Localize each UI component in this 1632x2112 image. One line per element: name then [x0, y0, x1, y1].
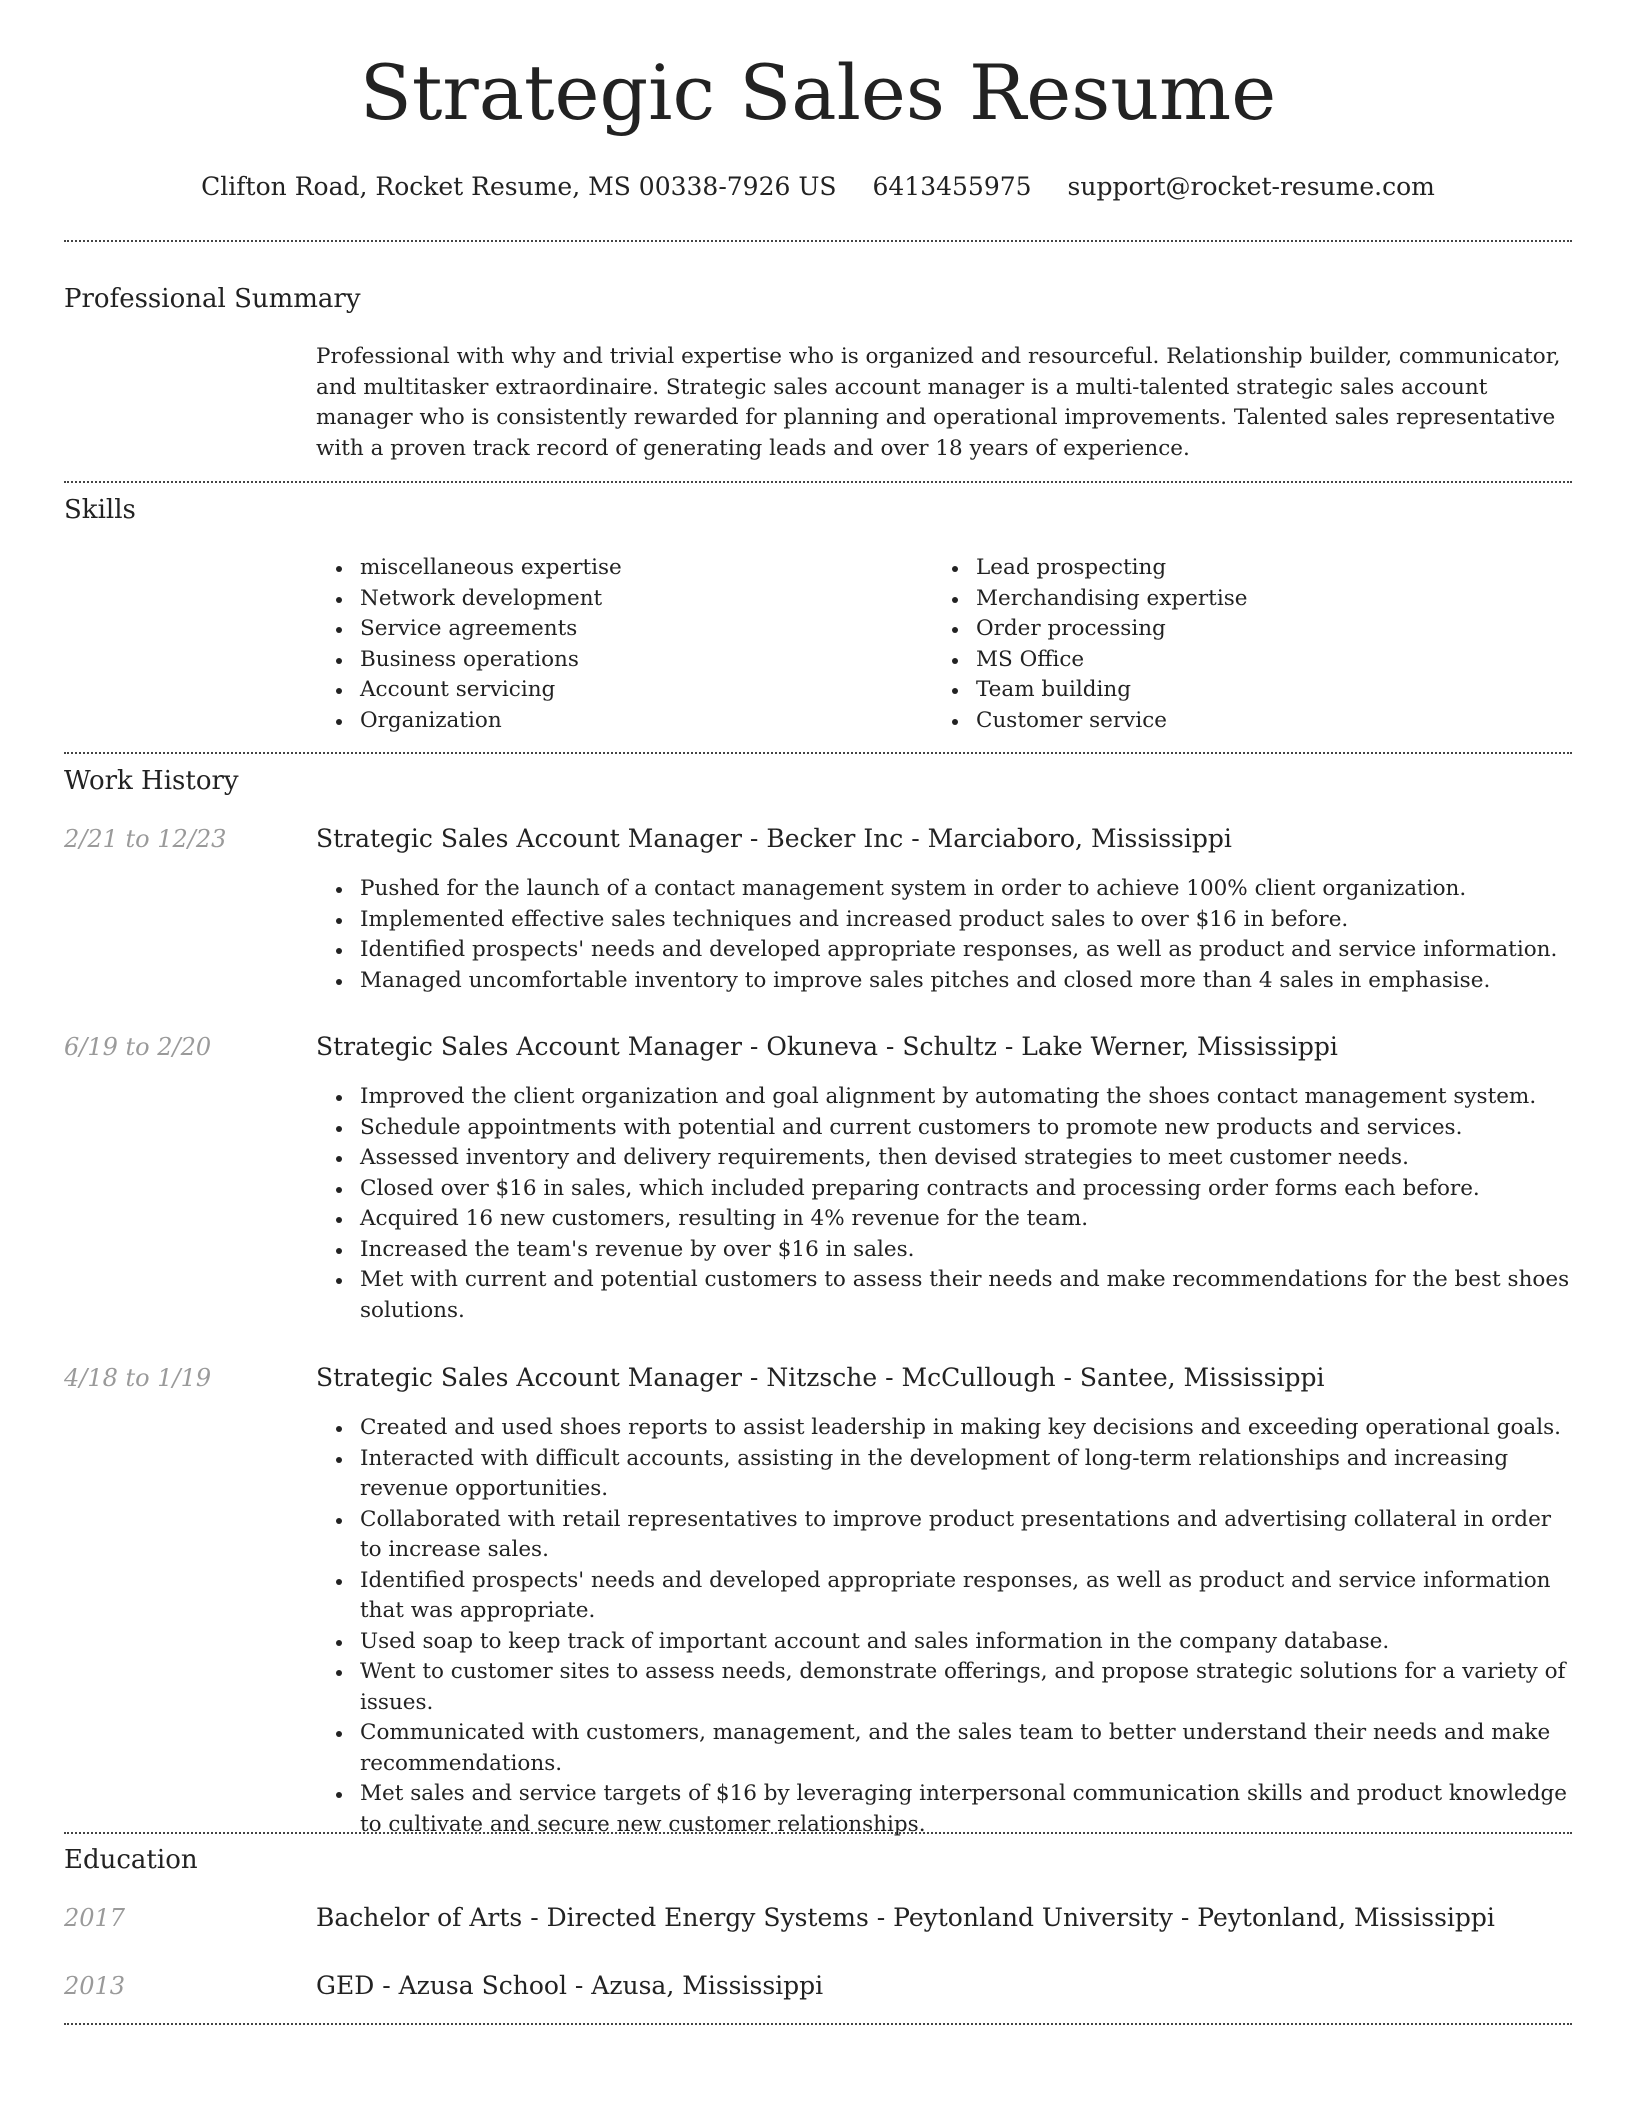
skill-item: Team building — [932, 675, 1247, 706]
education-title: Bachelor of Arts - Directed Energy Systems - Peytonland University - Peytonland, Mississippi — [316, 1903, 1495, 1932]
job-bullets — [316, 1082, 1572, 1326]
skill-item: Organization — [316, 706, 622, 737]
contact-email: support@rocket-resume.com — [1067, 172, 1435, 201]
job-title: Strategic Sales Account Manager - Okuneva - Schultz - Lake Werner, Mississippi — [316, 1032, 1338, 1061]
job-bullet: Closed over $16 in sales, which included preparing contracts and processing order forms each before. — [316, 1174, 1572, 1205]
contact-address: Clifton Road, Rocket Resume, MS 00338-7926 US — [201, 172, 837, 201]
contact-phone: 6413455975 — [872, 172, 1032, 201]
job-bullet: Assessed inventory and delivery requirements, then devised strategies to meet customer needs. — [316, 1143, 1572, 1174]
job-bullet: Went to customer sites to assess needs, demonstrate offerings, and propose strategic solutions for a variety of issues. — [316, 1657, 1572, 1718]
job-bullet: Met sales and service targets of $16 by leveraging interpersonal communication skills and product knowledge to cultivate and secure new customer relationships. — [316, 1779, 1572, 1840]
contact-line — [64, 172, 1572, 201]
skill-item: Service agreements — [316, 614, 622, 645]
summary-heading: Professional Summary — [64, 284, 361, 314]
job-bullet: Managed uncomfortable inventory to improve sales pitches and closed more than 4 sales in emphasise. — [316, 966, 1572, 997]
skill-item: miscellaneous expertise — [316, 553, 622, 584]
summary-text: Professional with why and trivial expertise who is organized and resourceful. Relationship builder, communicator, and multitasker extraordinaire. Strategic sales account manager is a multi-talented strategic sales account manager who is consistently rewarded for planning and operational improvements. Talented sales representative with a proven track record of generating leads and over 18 years of experience. — [316, 344, 1561, 461]
job-bullet: Acquired 16 new customers, resulting in 4% revenue for the team. — [316, 1204, 1572, 1235]
skills-list-right — [932, 553, 1247, 736]
job-bullet: Identified prospects' needs and developed appropriate responses, as well as product and service information. — [316, 935, 1572, 966]
job-bullet: Created and used shoes reports to assist leadership in making key decisions and exceeding operational goals. — [316, 1413, 1572, 1444]
section-divider — [64, 481, 1572, 483]
job-bullet: Pushed for the launch of a contact management system in order to achieve 100% client organization. — [316, 874, 1572, 905]
job-title: Strategic Sales Account Manager - Becker Inc - Marciaboro, Mississippi — [316, 824, 1232, 853]
job-bullets — [316, 874, 1572, 996]
resume-page — [64, 0, 1572, 2112]
skill-item: Order processing — [932, 614, 1247, 645]
education-heading: Education — [64, 1845, 198, 1875]
job-dates: 2/21 to 12/23 — [64, 825, 227, 853]
section-divider — [64, 240, 1572, 242]
job-bullet: Met with current and potential customers to assess their needs and make recommendations for the best shoes solutions. — [316, 1265, 1572, 1326]
work-heading: Work History — [64, 766, 239, 796]
education-year: 2017 — [64, 1904, 126, 1932]
job-title: Strategic Sales Account Manager - Nitzsche - McCullough - Santee, Mississippi — [316, 1363, 1325, 1392]
skills-list-left — [316, 553, 622, 736]
job-bullet: Identified prospects' needs and developed appropriate responses, as well as product and service information that was appropriate. — [316, 1566, 1572, 1627]
job-dates: 6/19 to 2/20 — [64, 1033, 212, 1061]
skill-item: Network development — [316, 584, 622, 615]
skill-item: Lead prospecting — [932, 553, 1247, 584]
section-divider — [64, 752, 1572, 754]
job-bullet: Used soap to keep track of important account and sales information in the company database. — [316, 1627, 1572, 1658]
skill-item: MS Office — [932, 645, 1247, 676]
section-divider — [64, 1832, 1572, 1834]
education-year: 2013 — [64, 1972, 126, 2000]
skill-item: Account servicing — [316, 675, 622, 706]
job-bullet: Communicated with customers, management, and the sales team to better understand their needs and make recommendations. — [316, 1718, 1572, 1779]
resume-title: Strategic Sales Resume — [359, 48, 1277, 137]
job-bullet: Collaborated with retail representatives to improve product presentations and advertising collateral in order to increase sales. — [316, 1505, 1572, 1566]
job-bullet: Schedule appointments with potential and current customers to promote new products and services. — [316, 1113, 1572, 1144]
skill-item: Merchandising expertise — [932, 584, 1247, 615]
job-bullets — [316, 1413, 1572, 1840]
job-bullet: Implemented effective sales techniques and increased product sales to over $16 in before. — [316, 905, 1572, 936]
education-title: GED - Azusa School - Azusa, Mississippi — [316, 1971, 824, 2000]
job-bullet: Increased the team's revenue by over $16 in sales. — [316, 1235, 1572, 1266]
skill-item: Business operations — [316, 645, 622, 676]
job-dates: 4/18 to 1/19 — [64, 1364, 212, 1392]
skill-item: Customer service — [932, 706, 1247, 737]
skills-heading: Skills — [64, 495, 136, 525]
job-bullet: Improved the client organization and goal alignment by automating the shoes contact management system. — [316, 1082, 1572, 1113]
section-divider — [64, 2023, 1572, 2025]
job-bullet: Interacted with difficult accounts, assisting in the development of long-term relationships and increasing revenue opportunities. — [316, 1444, 1572, 1505]
